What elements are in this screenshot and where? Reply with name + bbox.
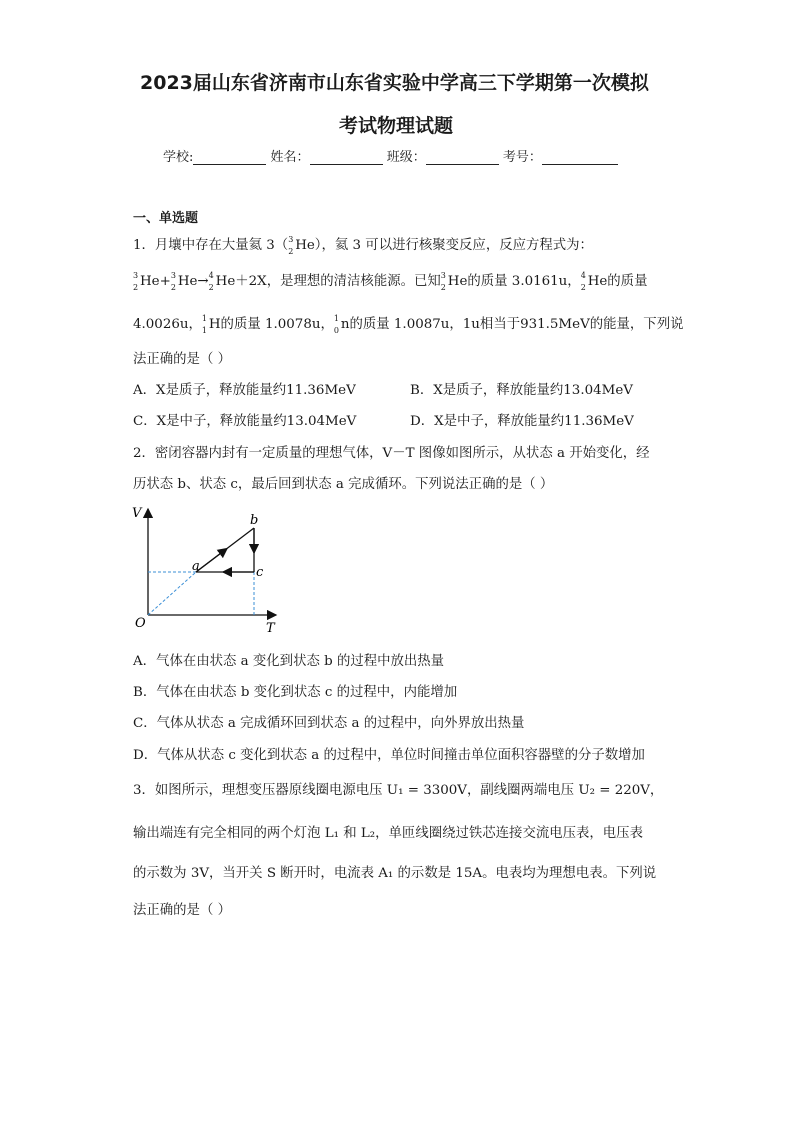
q1-line3: 4.0026u， 1 1 H的质量 1.0078u， 1 0 n的质量 1.0087u，1u相当于931.5MeV的能量，下列说 bbox=[133, 314, 684, 335]
nuclide-script: 1 0 bbox=[333, 314, 339, 335]
state-c-label: c bbox=[256, 565, 264, 580]
q2-option-d: D．气体从状态 c 变化到状态 a 的过程中，单位时间撞击单位面积容器壁的分子数增加 bbox=[133, 748, 645, 763]
q3-line3: 的示数为 3V，当开关 S 断开时，电流表 A₁ 的示数是 15A。电表均为理想电表。下列说 bbox=[133, 866, 657, 881]
origin-label: O bbox=[135, 616, 146, 631]
dashed-origin-to-a bbox=[148, 572, 196, 615]
school-blank bbox=[193, 150, 266, 165]
school-label: 学校: bbox=[163, 150, 194, 165]
nuclide-script: 3 2 bbox=[440, 271, 446, 292]
nuclide-script: 3 2 bbox=[170, 271, 176, 292]
arrow-a-to-b bbox=[196, 549, 227, 573]
q1-option-d: D．X是中子，释放能量约11.36MeV bbox=[410, 414, 634, 429]
info-line bbox=[163, 146, 618, 165]
q1-line1: 1．月壤中存在大量氦 3（ 3 2 He），氦 3 可以进行核聚变反应，反应方程式为： bbox=[133, 235, 593, 256]
t-axis-label: T bbox=[266, 621, 275, 636]
nuclide-script: 3 2 bbox=[288, 235, 294, 256]
state-b-label: b bbox=[250, 513, 259, 528]
q2-option-b: B．气体在由状态 b 变化到状态 c 的过程中，内能增加 bbox=[133, 685, 458, 700]
section-heading: 一、单选题 bbox=[133, 211, 199, 226]
class-blank bbox=[426, 150, 499, 165]
id-label: 考号： bbox=[502, 150, 542, 165]
q2-line2: 历状态 b、状态 c，最后回到状态 a 完成循环。下列说法正确的是（ ） bbox=[133, 477, 554, 492]
q2-line1: 2．密闭容器内封有一定质量的理想气体，V－T 图像如图所示，从状态 a 开始变化，经 bbox=[133, 446, 650, 461]
q1-option-a: A．X是质子，释放能量约11.36MeV bbox=[133, 383, 356, 398]
v-axis-label: V bbox=[132, 506, 142, 521]
q1-line2: 3 2 He+ 3 2 He→ 4 2 He＋2X，是理想的清洁核能源。已知 3 2 He的质量 3.0161u， 4 2 He的质量 bbox=[133, 271, 648, 292]
q3-line4: 法正确的是（ ） bbox=[133, 903, 231, 918]
nuclide-script: 4 2 bbox=[208, 271, 214, 292]
class-label: 班级： bbox=[386, 150, 426, 165]
q3-line1: 3．如图所示，理想变压器原线圈电源电压 U₁ = 3300V，副线圈两端电压 U₂ = 220V， bbox=[133, 783, 664, 798]
state-a-label: a bbox=[192, 559, 200, 574]
nuclide-script: 1 1 bbox=[201, 314, 207, 335]
name-label: 姓名： bbox=[270, 150, 310, 165]
q3-line2: 输出端连有完全相同的两个灯泡 L₁ 和 L₂，单匝线圈绕过铁芯连接交流电压表，电压表 bbox=[133, 826, 643, 841]
name-blank bbox=[310, 150, 383, 165]
nuclide-script: 4 2 bbox=[580, 271, 586, 292]
q1-option-c: C．X是中子，释放能量约13.04MeV bbox=[133, 414, 357, 429]
page-title-line2: 考试物理试题 bbox=[339, 115, 454, 137]
vt-graph bbox=[130, 503, 290, 638]
q1-option-b: B．X是质子，释放能量约13.04MeV bbox=[410, 383, 633, 398]
id-blank bbox=[542, 150, 618, 165]
nuclide-script: 3 2 bbox=[133, 271, 139, 292]
q2-option-a: A．气体在由状态 a 变化到状态 b 的过程中放出热量 bbox=[133, 654, 445, 669]
page-title: 2023届山东省济南市山东省实验中学高三下学期第一次模拟 bbox=[140, 72, 649, 94]
q2-option-c: C．气体从状态 a 完成循环回到状态 a 的过程中，向外界放出热量 bbox=[133, 716, 525, 731]
q1-line4: 法正确的是（ ） bbox=[133, 352, 231, 367]
